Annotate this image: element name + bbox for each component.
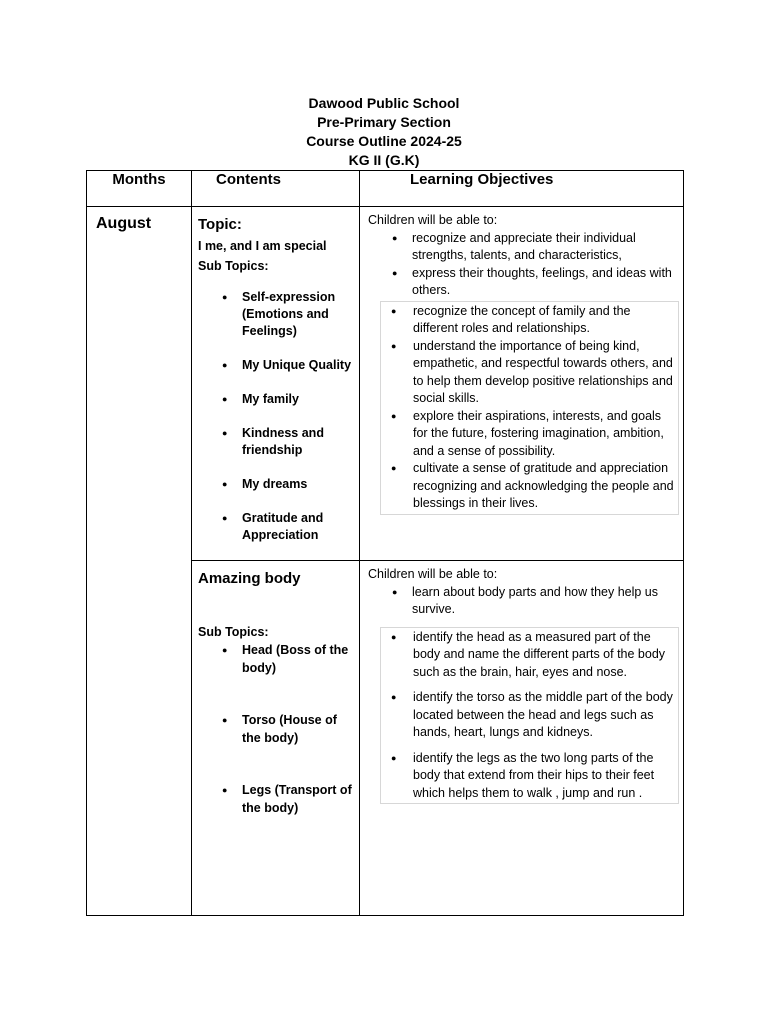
sub-topics-list <box>198 289 353 544</box>
topic-label: Topic: <box>198 216 242 233</box>
list-item: ● My dreams <box>198 476 353 493</box>
list-item: ● Self-expression (Emotions and Feelings) <box>198 289 353 340</box>
course-outline-table <box>86 170 684 916</box>
objectives-intro: Children will be able to: <box>368 213 498 227</box>
month-label: August <box>96 215 152 232</box>
list-item: ● recognize the concept of family and the different roles and relationships. <box>381 303 676 338</box>
outline-title: Course Outline 2024-25 <box>306 133 462 149</box>
section-name: Pre-Primary Section <box>317 114 451 130</box>
list-item: ● Legs (Transport of the body) <box>198 781 353 817</box>
objectives-box <box>380 301 679 515</box>
month-cell <box>87 207 192 916</box>
list-item: ● Gratitude and Appreciation <box>198 510 353 544</box>
objectives-box <box>380 627 679 805</box>
objectives-cell <box>360 561 684 916</box>
contents-cell <box>192 207 360 561</box>
list-item: ● My family <box>198 391 353 408</box>
sub-topics-list <box>198 641 353 817</box>
list-item: ● My Unique Quality <box>198 357 353 374</box>
column-header-months: Months <box>87 171 192 207</box>
table-row <box>87 207 684 561</box>
topic-name: Amazing body <box>198 570 301 587</box>
list-item: ● explore their aspirations, interests, and goals for the future, fostering imagination, ambition, and a sense of possibility. <box>381 408 676 461</box>
list-item: ● cultivate a sense of gratitude and appreciation recognizing and acknowledging the people and blessings in their lives. <box>381 460 676 513</box>
list-item: ● express their thoughts, feelings, and ideas with others. <box>368 265 679 300</box>
column-header-learning-objectives: Learning Objectives <box>360 171 684 207</box>
class-subject: KG II (G.K) <box>348 152 420 168</box>
list-item: ● identify the head as a measured part of the body and name the different parts of the body such as the brain, hair, eyes and nose. <box>381 629 676 682</box>
objectives-intro: Children will be able to: <box>368 567 498 581</box>
table-header-row <box>87 171 684 207</box>
list-item: ● identify the legs as the two long parts of the body that extend from their hips to their feet which helps them to walk , jump and run . <box>381 750 676 803</box>
topic-name: I me, and I am special <box>198 239 327 253</box>
list-item: ● understand the importance of being kind, empathetic, and respectful towards others, and to help them develop positive relationships and social skills. <box>381 338 676 408</box>
objectives-boxed-list <box>381 303 676 513</box>
objectives-list <box>368 584 679 619</box>
objectives-list <box>368 230 679 300</box>
list-item: ● Kindness and friendship <box>198 425 353 459</box>
sub-topics-label: Sub Topics: <box>198 625 269 639</box>
contents-cell <box>192 561 360 916</box>
list-item: ● learn about body parts and how they help us survive. <box>368 584 679 619</box>
objectives-cell <box>360 207 684 561</box>
school-name: Dawood Public School <box>308 95 460 111</box>
column-header-contents: Contents <box>192 171 360 207</box>
document-header <box>0 94 768 170</box>
list-item: ● Head (Boss of the body) <box>198 641 353 677</box>
list-item: ● identify the torso as the middle part of the body located between the head and legs such as hands, heart, lungs and kidneys. <box>381 689 676 742</box>
sub-topics-label: Sub Topics: <box>198 259 269 273</box>
list-item: ● recognize and appreciate their individual strengths, talents, and characteristics, <box>368 230 679 265</box>
list-item: ● Torso (House of the body) <box>198 711 353 747</box>
objectives-boxed-list <box>381 629 676 803</box>
